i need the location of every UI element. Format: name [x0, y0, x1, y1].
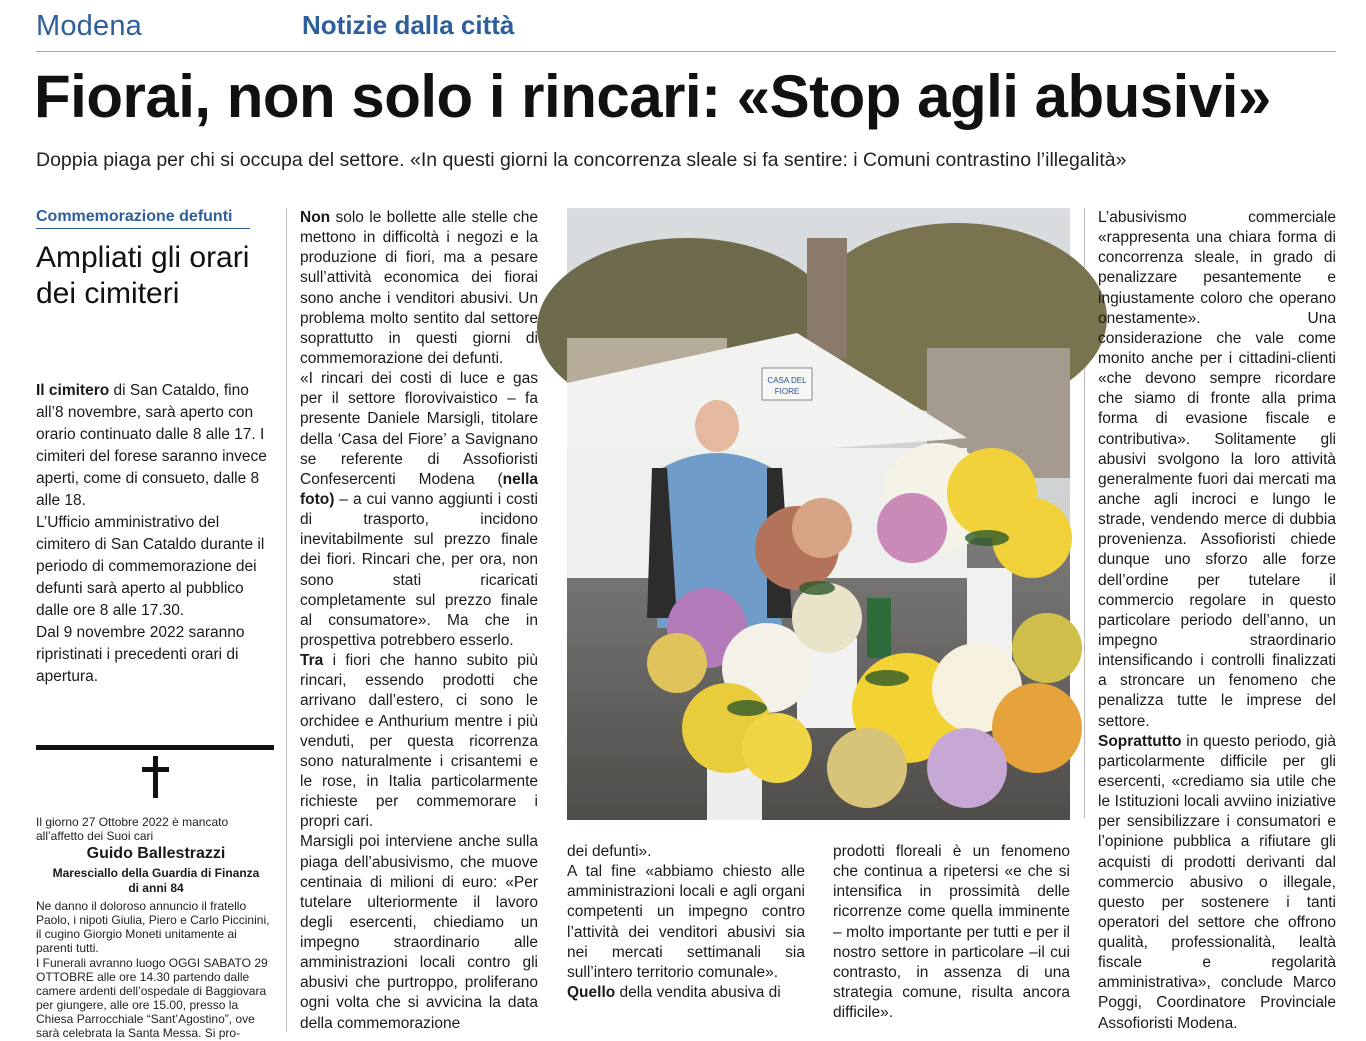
article-paragraph	[300, 369, 538, 651]
paragraph-text: «I rincari dei costi di luce e gas per il settore florovivaistico – fa presente Daniele Marsigli, titolare della ‘Casa del Fiore’ a Savignano se referente di Assofioristi Confesercenti Modena (	[300, 370, 538, 488]
article-paragraph: Marsigli poi interviene anche sulla piaga dell’abusivismo, che muove centinaia di milioni di euro: «Per tutelare ulteriormente il lavoro degli esercenti, chiediamo un impegno straordinario alle amministrazioni locali contro gli abusivi che purtroppo, proliferano ogni volta che si avvicina la data della commemorazione	[300, 833, 538, 1032]
sidebar-paragraph: Dal 9 novembre 2022 saranno ripristinati i precedenti orari di apertura.	[36, 624, 245, 685]
paragraph-lead: Tra	[300, 652, 324, 670]
article-column-2	[567, 842, 805, 1003]
article-paragraph	[300, 208, 538, 369]
paragraph-lead: Soprattutto	[1098, 732, 1182, 750]
page-header	[36, 8, 1336, 52]
obituary-age: di anni 84	[128, 881, 184, 895]
sidebar-paragraph	[36, 380, 272, 512]
paragraph-lead: Non	[300, 209, 331, 226]
sidebar-body	[36, 380, 272, 688]
sidebar-lead: Il cimitero	[36, 382, 110, 399]
obituary-rank-title: Maresciallo della Guardia di Finanza	[52, 866, 260, 880]
obituary-paragraph: I Funerali avranno luogo OGGI SABATO 29 OTTOBRE alle ore 14.30 partendo dalle camere ardenti dell’ospedale di Baggiovara per giungere, alle ore 15.00, presso la Chiesa Parrocchiale “Sant’Agostino”, ove sarà celebrata la Santa Messa. Si pro-	[36, 955, 268, 1041]
paragraph-text: in questo periodo, già particolarmente difficile per gli esercenti, «crediamo sia utile che le Istituzioni locali avviino iniziative per sensibilizzare i consumatori e l’opinione pubblica a rifiutare gli acquisti di prodotti derivanti dal commercio abusivo o illegale, questo per sostenere i tanti operatori del settore che offrono qualità, professionalità, lealtà fiscale e regolarità amministrativa», conclude Marco Poggi, Coordinatore Provinciale Assofioristi Modena.	[1098, 732, 1336, 1032]
article-paragraph: L’abusivismo commerciale «rappresenta una chiara forma di concorrenza sleale, in grado di penalizzare pesantemente e ingiustamente coloro che operano onestamente». Una considerazione che vale come monito anche per i cittadini-clienti «che devono sempre ricordare che siamo di fronte alla prima forma di evasione fiscale e contributiva». Solitamente gli abusivi svolgono la loro attività generalmente fuori dai mercati ma anche agli incroci e lungo le strade, vendendo merce di dubbia provenienza. Assofioristi chiede dunque uno sforzo alle forze dell’ordine per tutelare il commercio regolare in questo particolare periodo dell’anno, un impegno straordinario intensificando i controlli finalizzati a stroncare un fenomeno che penalizza tutte le imprese del settore.	[1098, 209, 1336, 730]
subheadline: Doppia piaga per chi si occupa del settore. «In questi giorni la concorrenza sleale si fa sentire: i Comuni contrastino l’illegalità»	[36, 149, 1127, 171]
sidebar-paragraph: L’Ufficio amministrativo del cimitero di San Cataldo durante il periodo di commemorazione dei defunti sarà aperto al pubblico dalle ore 8 alle 17.30.	[36, 514, 265, 619]
article-photo	[567, 208, 1070, 820]
cross-icon	[136, 752, 176, 802]
obituary-intro: Il giorno 27 Ottobre 2022 è mancato all’affetto dei Suoi cari	[36, 815, 229, 844]
florist-photo	[567, 208, 1070, 820]
stand-sign-text: CASA DEL	[767, 376, 807, 385]
city-label: Modena	[36, 10, 142, 42]
paragraph-text: i fiori che hanno subito più rincari, essendo prodotti che arrivano dall’estero, ci sono le orchidee e Anthurium mentre i più venduti, per questa ricorrenza sono naturalmente i crisantemi e le rose, in Italia particolarmente richieste per commemorare i propri cari.	[300, 652, 538, 831]
obituary-paragraph: Ne danno il doloroso annuncio il fratello Paolo, i nipoti Giulia, Piero e Carlo Piccinini, il cugino Giorgio Moneti unitamente ai parenti tutti.	[36, 899, 270, 956]
obituary-rule	[36, 745, 274, 750]
article-column-1	[300, 208, 538, 1034]
obituary-rank	[36, 866, 276, 896]
article-column-3	[833, 842, 1070, 1023]
article-paragraph	[1098, 732, 1336, 1034]
sidebar-kicker: Commemorazione defunti	[36, 208, 250, 229]
section-label: Notizie dalla città	[302, 10, 515, 40]
sidebar-title: Ampliati gli orari dei cimiteri	[36, 241, 250, 310]
obituary-name: Guido Ballestrazzi	[86, 845, 226, 862]
paragraph-text: solo le bollette alle stelle che mettono in difficoltà i negozi e la produzione di fiori, ma a pesare sull’attività economica dei fiorai sono anche i venditori abusivi. Un problema molto sentito dal settore soprattutto in questi giorni di commemorazione dei defunti.	[300, 209, 538, 367]
paragraph-text: – a cui vanno aggiunti i costi di trasporto, incidono inevitabilmente sul prezzo finale dei fiori. Rincari che, per ora, non sono stati ricaricati completamente sul prezzo finale al consumatore». Ma che in prospettiva potrebbero esserlo.	[300, 490, 538, 649]
article-paragraph	[567, 983, 805, 1003]
headline: Fiorai, non solo i rincari: «Stop agli abusivi»	[34, 63, 1271, 130]
stand-sign-text: FIORE	[774, 387, 800, 396]
article-paragraph: A tal fine «abbiamo chiesto alle amministrazioni locali e agli organi competenti un impegno contro l’attività dei venditori abusivi sia nei mercati settimanali sia sull’intero territorio comunale».	[567, 863, 805, 981]
sidebar-text: di San Cataldo, fino all’8 novembre, sarà aperto con orario continuato dalle 8 alle 17. I cimiteri del forese saranno invece aperti, come di consueto, dalle 8 alle 18.	[36, 382, 267, 509]
photo-reference: nella foto)	[300, 470, 538, 508]
paragraph-lead: Quello	[567, 983, 616, 1001]
obituary-text	[36, 899, 276, 1041]
article-paragraph	[300, 651, 538, 832]
paragraph-text: della vendita abusiva di	[615, 983, 781, 1001]
article-column-4	[1098, 208, 1336, 1034]
article-paragraph: prodotti floreali è un fenomeno che continua a ripetersi «e che si intensifica in prossimità delle ricorrenze come quella imminente – molto importante per tutti e per il nostro settore in particolare –il cui contrasto, in assenza di una strategia comune, risulta ancora difficile».	[833, 843, 1070, 1022]
column-divider	[286, 208, 287, 1032]
article-paragraph: dei defunti».	[567, 843, 652, 860]
